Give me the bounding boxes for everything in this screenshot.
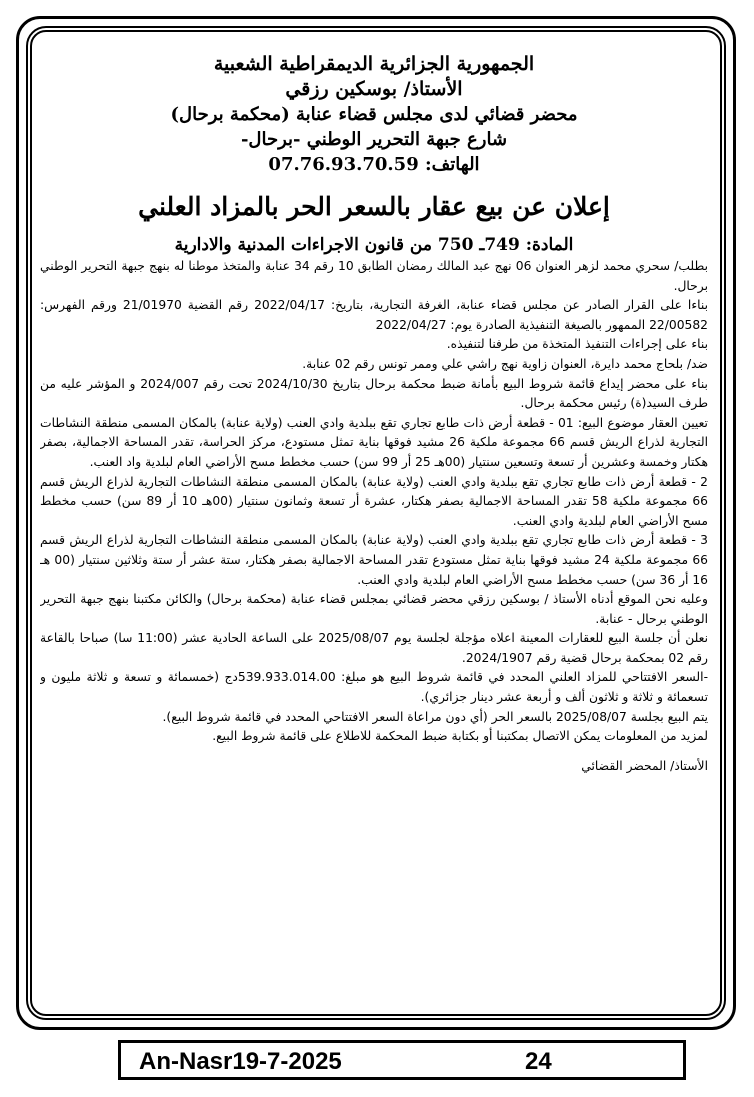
paragraph-decision: بناءا على القرار الصادر عن مجلس قضاء عنابة، الغرفة التجارية، بتاريخ: 2022/04/17 رقم القضية 21/01970 ورقم الفهرس: 22/00582 الممهور بالصيغة التنفيذية الصادرة يوم: 2022/04/27 [40, 298, 708, 332]
paragraph-procedures: بناء على إجراءات التنفيذ المتخذة من طرفنا لتنفيذه. [446, 337, 708, 352]
paragraph-free-price: يتم البيع بجلسة 2025/08/07 بالسعر الحر (أي دون مراعاة السعر الافتتاحي المحدد في قائمة شروط البيع). [162, 709, 708, 724]
page-number: 24 [525, 1048, 552, 1075]
paragraph-property-1: تعيين العقار موضوع البيع: 01 - قطعة أرض ذات طابع تجاري تقع ببلدية وادي العنب (ولاية عنابة) بالمكان المسمى منطقة النشاطات التجارية لذراع الريش قسم 66 مجموعة ملكية 26 مشيد فوقها بناية تمثل مستودع، مركز الحراسة، تقدر المساحة الاجمالية، بصفر هكتار وخمسة وعشرين أر تسعة وتسعين سنتيار (00هـ 25 أر 99 سن) حسب مخطط مسح الأراضي العام لبلدية واد العنب. [40, 415, 708, 469]
bailiff-name: الأستاذ/ بوسكين رزقي [285, 78, 463, 100]
republic-name: الجمهورية الجزائرية الديمقراطية الشعبية [213, 53, 535, 75]
paragraph-opening-price: -السعر الافتتاحي للمزاد العلني المحدد في قائمة شروط البيع هو مبلغ: 539.933.014.00دج (خمسمائة و تسعة و ثلاثة مليون و تسعمائة و ثلاثة و ثلاثون ألف و أربعة عشر دينار جزائري). [40, 670, 708, 705]
paragraph-property-2: 2 - قطعة أرض ذات طابع تجاري تقع ببلدية وادي العنب (ولاية عنابة) بالمكان المسمى منطقة النشاطات التجارية لذراع الريش قسم 66 مجموعة ملكية 58 تقدر المساحة الاجمالية بصفر هكتار، عشرة أر تسعة وثمانون سنتيار (00هـ 10 أر 89 سن) حسب مخطط مسح الأراضي العام لبلدية وادي العنب. [40, 474, 708, 528]
footer-bar [118, 1040, 686, 1080]
bailiff-office: محضر قضائي لدى مجلس قضاء عنابة (محكمة برحال) [170, 104, 578, 125]
paragraph-contact: لمزيد من المعلومات يمكن الاتصال بمكتبنا أو بكتابة ضبط المحكمة للاطلاع على قائمة شروط البيع. [212, 729, 708, 744]
publication-date: An-Nasr19-7-2025 [139, 1048, 342, 1075]
announcement-body [40, 257, 708, 776]
paragraph-property-3: 3 - قطعة أرض ذات طابع تجاري تقع ببلدية وادي العنب (ولاية عنابة) بالمكان المسمى منطقة النشاطات التجارية لذراع الريش قسم 66 مجموعة ملكية 24 مشيد فوقها بناية تمثل مستودع تقدر المساحة الاجمالية بصفر هكتار، ستة عشر أر ستة وثلاثين سنتيار (00 هـ 16 أر 36 سن) حسب مخطط مسح الأراضي العام لبلدية وادي العنب. [40, 533, 708, 587]
office-phone: الهاتف: 07.76.93.70.59 [268, 154, 480, 175]
announcement [40, 52, 708, 1022]
announcement-title: إعلان عن بيع عقار بالسعر الحر بالمزاد العلني [138, 192, 610, 221]
office-address: شارع جبهة التحرير الوطني -برحال- [240, 129, 508, 150]
paragraph-deposit: بناء على محضر إيداع قائمة شروط البيع بأمانة ضبط محكمة برحال بتاريخ 2024/10/30 تحت رقم 2024/007 و المؤشر عليه من طرف السيد(ة) رئيس محكمة برحال. [40, 376, 708, 411]
paragraph-signatory: وعليه نحن الموقع أدناه الأستاذ / بوسكين رزقي محضر قضائي بمجلس قضاء عنابة (محكمة برحال) والكائن مكتبنا بنهج جبهة التحرير الوطني برحال - عنابة. [40, 592, 708, 626]
paragraph-session: نعلن أن جلسة البيع للعقارات المعينة اعلاه مؤجلة لجلسة يوم 2025/08/07 على الساعة الحادية عشر (11:00 سا) صباحا بالقاعة رقم 02 بمحكمة برحال قضية رقم 2024/1907. [40, 631, 708, 665]
paragraph-requester: بطلب/ سحري محمد لزهر العنوان 06 نهج عبد المالك رمضان الطابق 10 رقم 34 عنابة والمتخذ موطنا له بنهج جبهة التحرير الوطني برحال. [40, 259, 708, 293]
signature-line: الأستاذ/ المحضر القضائي [581, 758, 708, 773]
paragraph-against: ضد/ بلحاج محمد دايرة، العنوان زاوية نهج راشي علي وممر تونس رقم 02 عنابة. [302, 356, 708, 371]
legal-article: المادة: 749ـ 750 من قانون الاجراءات المدنية والادارية [174, 235, 574, 255]
